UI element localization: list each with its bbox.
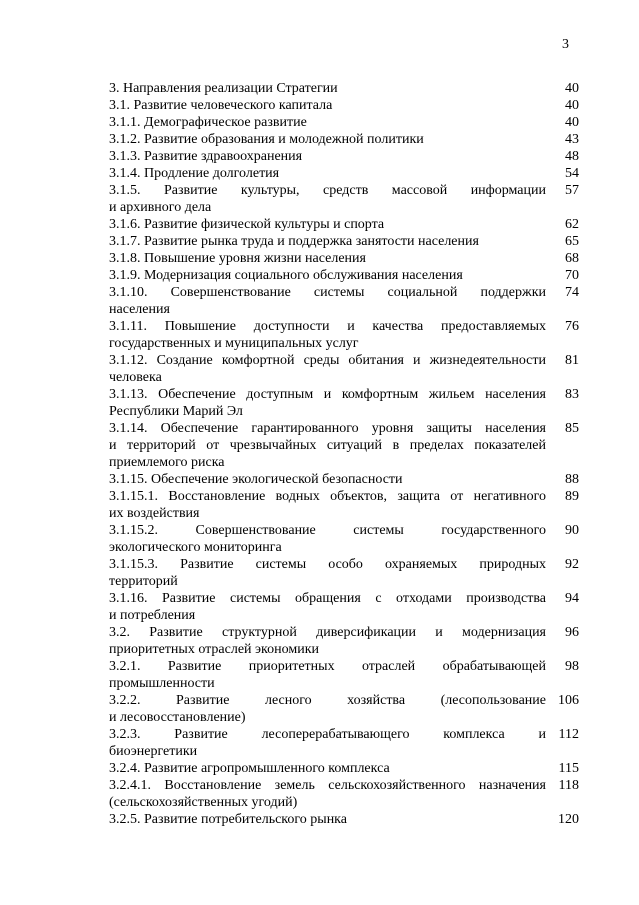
- toc-entry: [109, 114, 579, 131]
- toc-entry-page: 88: [565, 472, 579, 487]
- toc-entry-line: (сельскохозяйственных угодий): [109, 795, 298, 810]
- toc-entry-line: 3.1.6. Развитие физической культуры и спорта: [109, 217, 385, 232]
- toc-entry: [109, 267, 579, 284]
- toc-entry: [109, 182, 579, 216]
- toc-entry: [109, 284, 579, 318]
- toc-entry-page: 96: [565, 625, 579, 640]
- toc-entry-page: 89: [565, 489, 579, 504]
- toc-entry-line: 3.2.4. Развитие агропромышленного комплекса: [109, 761, 390, 776]
- toc-entry-line: населения: [109, 302, 170, 317]
- toc-entry-page: 81: [565, 353, 579, 368]
- toc-entry-line: 3.1.3. Развитие здравоохранения: [109, 149, 303, 164]
- toc-entry-page: 40: [565, 98, 579, 113]
- toc-entry: [109, 148, 579, 165]
- toc-entry: [109, 556, 579, 590]
- toc-entry-page: 48: [565, 149, 579, 164]
- toc-entry-line: 3.1.2. Развитие образования и молодежной политики: [109, 132, 424, 147]
- toc-entry-title: [109, 131, 546, 148]
- toc-entry-line: и лесовосстановление): [109, 710, 246, 725]
- toc-entry-line: 3.1.7. Развитие рынка труда и поддержка занятости населения: [109, 234, 479, 249]
- toc-entry-title: [109, 250, 546, 267]
- toc-entry: [109, 233, 579, 250]
- toc-entry-title: [109, 216, 546, 233]
- toc-entry-line: 3.1.1. Демографическое развитие: [109, 115, 307, 130]
- toc-entry-line: территорий: [109, 574, 178, 589]
- toc-entry-title: [109, 233, 546, 250]
- toc-entry-line: биоэнергетики: [109, 744, 198, 759]
- toc-entry-page: 92: [565, 557, 579, 572]
- toc-entry-line: человека: [109, 370, 162, 385]
- toc-entry-line: 3.1.15.1. Восстановление водных объектов, защита от негативного: [109, 489, 546, 504]
- toc-entry-title: [109, 420, 546, 471]
- toc-entry: [109, 692, 579, 726]
- toc-entry-page: 90: [565, 523, 579, 538]
- toc-entry: [109, 488, 579, 522]
- toc-entry-line: и территорий от чрезвычайных ситуаций в пределах показателей: [109, 438, 546, 453]
- toc-entry-title: [109, 386, 546, 420]
- table-of-contents: [109, 80, 579, 828]
- toc-entry-line: 3.1.9. Модернизация социального обслуживания населения: [109, 268, 463, 283]
- toc-entry-title: [109, 590, 546, 624]
- toc-entry-line: 3.1.12. Создание комфортной среды обитания и жизнедеятельности: [109, 353, 546, 368]
- toc-entry-page: 106: [558, 693, 579, 708]
- toc-entry-title: [109, 284, 546, 318]
- toc-entry-line: 3.1.13. Обеспечение доступным и комфортным жильем населения: [109, 387, 546, 402]
- toc-entry-title: [109, 692, 546, 726]
- toc-entry-line: государственных и муниципальных услуг: [109, 336, 359, 351]
- toc-entry: [109, 165, 579, 182]
- toc-entry-title: [109, 777, 546, 811]
- toc-entry-title: [109, 97, 546, 114]
- toc-entry-line: 3.2.2. Развитие лесного хозяйства (лесопользование: [109, 693, 546, 708]
- toc-entry-line: 3.1.15. Обеспечение экологической безопасности: [109, 472, 403, 487]
- toc-entry-line: приемлемого риска: [109, 455, 225, 470]
- toc-entry: [109, 760, 579, 777]
- toc-entry-line: Республики Марий Эл: [109, 404, 243, 419]
- toc-entry-line: и потребления: [109, 608, 196, 623]
- toc-entry-title: [109, 624, 546, 658]
- toc-entry-page: 76: [565, 319, 579, 334]
- toc-entry-title: [109, 488, 546, 522]
- toc-entry: [109, 624, 579, 658]
- toc-entry-line: 3.2.1. Развитие приоритетных отраслей обрабатывающей: [109, 659, 546, 674]
- toc-entry-title: [109, 267, 546, 284]
- toc-entry-page: 68: [565, 251, 579, 266]
- toc-entry-title: [109, 658, 546, 692]
- toc-entry: [109, 590, 579, 624]
- toc-entry-line: 3.1.10. Совершенствование системы социальной поддержки: [109, 285, 546, 300]
- toc-entry-title: [109, 165, 546, 182]
- toc-entry-line: экологического мониторинга: [109, 540, 282, 555]
- toc-entry: [109, 131, 579, 148]
- toc-entry-page: 112: [558, 727, 579, 742]
- page-number: 3: [562, 37, 569, 52]
- toc-entry: [109, 420, 579, 471]
- toc-entry-page: 74: [565, 285, 579, 300]
- toc-entry-line: 3.2.5. Развитие потребительского рынка: [109, 812, 347, 827]
- toc-entry: [109, 318, 579, 352]
- toc-entry-page: 118: [558, 778, 579, 793]
- toc-entry-title: [109, 80, 546, 97]
- toc-entry-title: [109, 148, 546, 165]
- toc-entry-line: приоритетных отраслей экономики: [109, 642, 320, 657]
- toc-entry: [109, 811, 579, 828]
- toc-entry: [109, 522, 579, 556]
- toc-entry: [109, 471, 579, 488]
- toc-entry-page: 83: [565, 387, 579, 402]
- toc-entry-page: 62: [565, 217, 579, 232]
- toc-entry-title: [109, 471, 546, 488]
- toc-entry-title: [109, 726, 546, 760]
- toc-entry-line: и архивного дела: [109, 200, 212, 215]
- toc-entry: [109, 216, 579, 233]
- toc-entry-page: 54: [565, 166, 579, 181]
- toc-entry-title: [109, 556, 546, 590]
- toc-entry-line: 3.2. Развитие структурной диверсификации и модернизация: [109, 625, 546, 640]
- toc-entry-page: 98: [565, 659, 579, 674]
- toc-entry-title: [109, 811, 546, 828]
- toc-entry-line: 3.1.15.3. Развитие системы особо охраняемых природных: [109, 557, 546, 572]
- toc-entry: [109, 386, 579, 420]
- toc-entry-page: 70: [565, 268, 579, 283]
- toc-entry: [109, 777, 579, 811]
- toc-entry-title: [109, 318, 546, 352]
- toc-entry-line: 3.1. Развитие человеческого капитала: [109, 98, 333, 113]
- toc-entry-line: 3.1.4. Продление долголетия: [109, 166, 280, 181]
- toc-entry: [109, 80, 579, 97]
- toc-entry-line: 3. Направления реализации Стратегии: [109, 81, 338, 96]
- toc-entry-page: 40: [565, 115, 579, 130]
- toc-entry-line: их воздействия: [109, 506, 200, 521]
- toc-entry: [109, 726, 579, 760]
- toc-entry-line: 3.1.14. Обеспечение гарантированного уровня защиты населения: [109, 421, 546, 436]
- toc-entry-line: 3.1.5. Развитие культуры, средств массовой информации: [109, 183, 546, 198]
- toc-entry-title: [109, 760, 546, 777]
- toc-entry: [109, 250, 579, 267]
- toc-entry-title: [109, 352, 546, 386]
- toc-entry-page: 85: [565, 421, 579, 436]
- toc-entry: [109, 658, 579, 692]
- toc-entry-title: [109, 182, 546, 216]
- toc-entry-line: 3.1.16. Развитие системы обращения с отходами производства: [109, 591, 546, 606]
- toc-entry-title: [109, 522, 546, 556]
- toc-entry-line: 3.1.11. Повышение доступности и качества предоставляемых: [109, 319, 546, 334]
- toc-entry-line: 3.2.4.1. Восстановление земель сельскохозяйственного назначения: [109, 778, 546, 793]
- toc-entry-page: 57: [565, 183, 579, 198]
- toc-entry-page: 94: [565, 591, 579, 606]
- toc-entry: [109, 352, 579, 386]
- toc-entry-page: 115: [558, 761, 579, 776]
- toc-entry-title: [109, 114, 546, 131]
- toc-entry-page: 65: [565, 234, 579, 249]
- toc-entry-page: 40: [565, 81, 579, 96]
- toc-entry-line: 3.1.15.2. Совершенствование системы государственного: [109, 523, 546, 538]
- toc-entry-line: 3.2.3. Развитие лесоперерабатывающего комплекса и: [109, 727, 546, 742]
- toc-entry-line: промышленности: [109, 676, 215, 691]
- toc-entry-line: 3.1.8. Повышение уровня жизни населения: [109, 251, 366, 266]
- toc-entry-page: 120: [558, 812, 579, 827]
- toc-entry: [109, 97, 579, 114]
- toc-entry-page: 43: [565, 132, 579, 147]
